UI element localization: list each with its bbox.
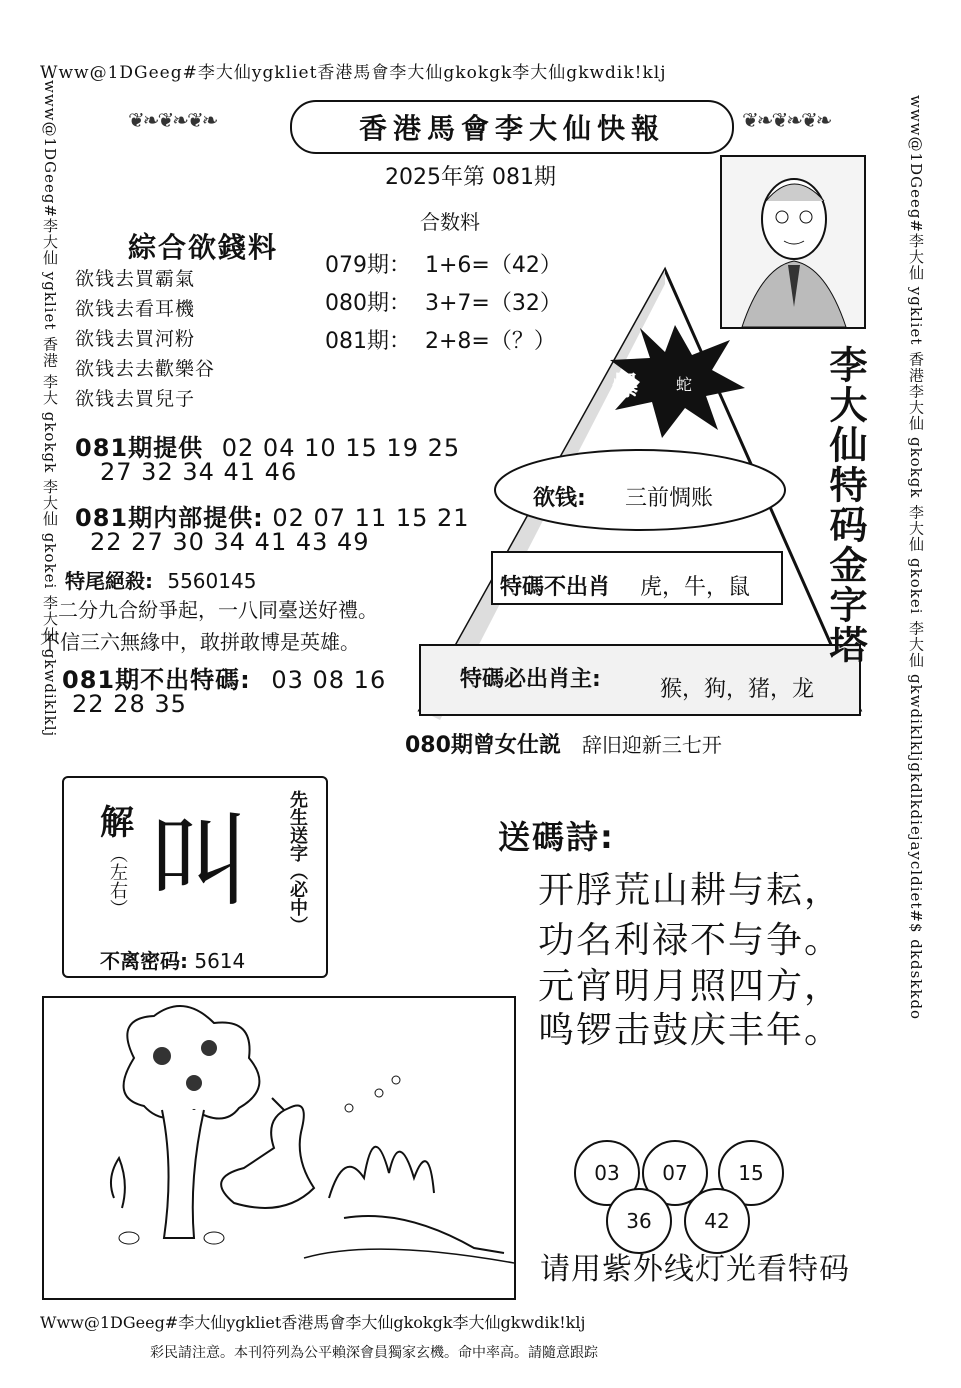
issue-number: 2025年第 081期 [385, 165, 556, 190]
provide-label: 081期提供 [75, 434, 204, 462]
pyramid-vertical-title: 李大仙特码金字塔 [823, 345, 867, 665]
clue-jie: 解 [100, 803, 134, 843]
heshu-line: 079期： 1+6=（42） [325, 253, 562, 278]
provide-numbers: 02 04 10 15 19 25 [221, 434, 461, 462]
internal-numbers: 22 27 30 34 41 43 49 [90, 528, 370, 556]
heshu-line: 080期： 3+7=（32） [325, 291, 562, 316]
right-watermark: www@1DGeeg#李大仙 ygkliet 香港李大仙 gkokgk 李大仙 gkokei 李大仙 gkwdiklkljgkdlkdiejaycldiet#$ dkdskkdo [907, 95, 925, 1021]
no-special-numbers: 03 08 16 [271, 666, 387, 694]
burst-char: 爆 [612, 372, 639, 402]
riddle-item: 欲钱去去歡樂谷 [75, 358, 216, 380]
poem-line: 鸣锣击鼓庆丰年。 [538, 1010, 843, 1051]
notice-text: 彩民請注意。本刊符列為公平賴深會員獨家玄機。命中率高。請隨意跟踪 [150, 1345, 598, 1361]
riddle-item: 欲钱去買河粉 [75, 328, 196, 350]
not-out-value: 虎，牛，鼠 [640, 575, 751, 600]
illustration-box [42, 996, 516, 1300]
secret-code-label: 不离密码: [100, 949, 188, 973]
decor-left-icon: ❦❧❦❧❦❧ [128, 108, 217, 132]
internal-numbers: 02 07 11 15 21 [272, 504, 470, 532]
riddle-item: 欲钱去買霸氣 [75, 268, 196, 290]
woman-says-label: 080期曾女仕説 [405, 733, 561, 758]
poem-title: 送碼詩: [498, 818, 615, 856]
number-circle: 03 [574, 1140, 640, 1206]
must-label: 特碼必出肖主: [460, 667, 601, 692]
provide-numbers: 27 32 34 41 46 [100, 458, 298, 486]
cartoon-image [44, 998, 514, 1298]
poem-line: 功名利禄不与争。 [538, 920, 843, 961]
must-value: 猴，狗，猪，龙 [660, 677, 815, 702]
tail-kill-value: 5560145 [167, 569, 257, 593]
left-watermark: www@1DGeeg#李大仙 ygkliet 香港 李大 gkokgk 李大仙 gkokei 李大仙 gkwdiklklj [41, 80, 59, 738]
verse-line: 不信三六無緣中，敢拼敢博是英雄。 [40, 630, 360, 654]
internal-label: 081期内部提供: [75, 504, 264, 532]
number-circle: 07 [642, 1140, 708, 1206]
riddle-item: 欲钱去買兒子 [75, 388, 196, 410]
poem-line: 开脬荒山耕与耘， [538, 870, 843, 911]
poem-line: 元宵明月照四方， [538, 966, 843, 1007]
number-circle: 36 [606, 1188, 672, 1254]
bottom-watermark: Www@1DGeeg#李大仙ygkliet香港馬會李大仙gkokgk李大仙gkwdik!klj [40, 1313, 586, 1332]
clue-jie-sub: （左右） [107, 845, 128, 917]
clue-char: 叫 [150, 803, 250, 920]
riddle-item: 欲钱去看耳機 [75, 298, 196, 320]
decor-right-icon: ❦❧❦❧❦❧ [742, 108, 831, 132]
heshu-line: 081期： 2+8=（？） [325, 329, 556, 354]
page-title: 香港馬會李大仙快報 [290, 100, 734, 154]
heshu-label: 合数料 [420, 210, 480, 234]
not-out-label: 特碼不出肖 [500, 575, 611, 600]
tail-kill-label: 特尾絕殺: [65, 569, 153, 593]
clue-side: 先生送字（必中） [287, 790, 308, 934]
burst-sub: 蛇 [676, 375, 693, 394]
no-special-label: 081期不出特碼: [62, 666, 251, 694]
uv-hint: 请用紫外线灯光看特码 [540, 1252, 850, 1287]
secret-code-value: 5614 [194, 949, 246, 973]
want-label: 欲钱: [533, 486, 586, 511]
top-watermark: Www@1DGeeg#李大仙ygkliet香港馬會李大仙gkokgk李大仙gkwdik!klj [40, 63, 667, 83]
no-special-numbers: 22 28 35 [72, 690, 187, 718]
want-value: 三前惆账 [625, 486, 714, 511]
money-riddle-title: 綜合欲錢料 [128, 231, 279, 264]
number-circle: 42 [684, 1188, 750, 1254]
verse-line: 二分九合紛爭起，一八同臺送好禮。 [58, 598, 378, 622]
number-circle: 15 [718, 1140, 784, 1206]
woman-says-value: 辞旧迎新三七开 [581, 733, 722, 757]
